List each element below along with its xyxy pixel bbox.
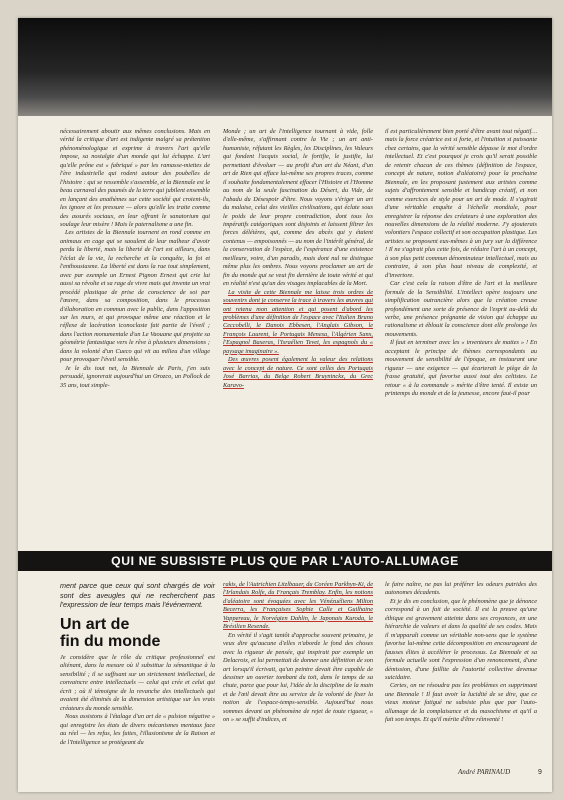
paragraph: Je considère que le rôle du critique professionnel est aliénant, dans la mesure où il substitue la sémantique à la sensibilité ; il se suffisant sur un strictement intellectuel, de convaincre entre intellectuels — celui qui crée et celui qui écrit ; où il témoigne de la revanche des intellectuels qui avaient été éliminés de la dimension artistique sur les vrais créateurs du monde sensible.	[60, 654, 215, 712]
paragraph-underlined: La visite de cette Biennale me laisse trois ordres de souvenirs dont je conserve la trace à travers les œuvres qui ont retenu mon attention et qui posent d'abord les problèmes d'une définition de l'espace avec l'Italien Bruno Ceccobelli, le Danois Ebbesen, l'Anglais Gibson, le François Laurent, le Portugais Menesa, l'Algérien Sanx, l'Espagnol Baxeras, l'Israélien Tevet, les espagnols du « paysage imaginaire ».	[223, 288, 373, 355]
bottom-column-3	[385, 581, 537, 765]
paragraph: nécessairement aboutir aux mêmes conclusions. Mais en vérité la critique d'art est indigente malgré sa prétention phénoménologique et exprime à travers l'art qu'elle impose, sa nostalgie d'un monde qui lui échappe. L'art qu'elle prône est « fabriqué » par les ramasse-miettes de l'ère industrielle qui rodent autour des poubelles de l'histoire : qui se ressemble s'assemble, et la Biennale est le beau carnaval des paumés de la terre qui jubilent ensemble en lançant des anathèmes sur cette société qui croient-ils, les ignore et les pressure — alors qu'elle les traite comme des assurés sociaux, en leur offrant le sanatorium qui soulage leur misère ! Mais le paternalisme a une fin.	[60, 128, 210, 228]
magazine-page	[18, 18, 552, 792]
top-column-1	[60, 128, 210, 548]
paragraph-underlined: Des œuvres posent également la valeur des relations avec le concept de nature. Ce sont celles des Portugais José Barrias, du Belge Robert Bruyninckx, du Grec Karavo-	[223, 356, 373, 389]
heading-line: fin du monde	[60, 633, 161, 650]
paragraph: il est particulièrement bien porté d'être avant tout négatif… mais la force créatrice est si forte, et l'intuition si puissante chez certains, que la vérité sensible dépasse le mot d'ordre intellectuel. Et c'est pourquoi je crois qu'il serait possible de retenir chacun de ces thèmes (définition de l'espace, concept de nature, notion d'aléatoire) pour la prochaine Biennale, en les proposant justement aux artistes comme sujets d'affrontement sensible et handicap créatif, et non comme exercices de style pour un art de mode. Il s'agirait d'une véritable enquête à l'échelle mondiale, pour enregistrer la réponse des créateurs à une exploration des nouvelles dimensions de la réalité moderne. J'y ajouterais volontiers l'espace collectif et son occupation plastique. Les artistes se proposent eux-mêmes à un jury sur la différence ! Il ne s'agirait plus cette fois, de réduire l'art à un concept, à son plus petit commun dénominateur intellectuel, mais au contraire, à son plus haut niveau de complexité, et d'invertore.	[385, 128, 537, 279]
bottom-column-2	[223, 581, 373, 771]
paragraph: Car c'est cela la raison d'être de l'art et la meilleure formule de la Sensibilité. L'intellect opère toujours une simplification outrancière alors que la création creuse profondément une sorte de présence de l'esprit au-delà du verbe, une présence prégnante de vision qui échappe au rationalisme et éblouit la conscience dont elle prolonge les mouvements.	[385, 280, 537, 338]
paragraph: En vérité il s'agit tantôt d'approche souvent primaire, je veux dire qu'aucune d'elles n'aborde le fond des choses avec la rigueur de pensée, qui inspirait par exemple un Delacroix, et lui permettait de donner une définition de son art lorsqu'il écrivait, qu'un peintre devait être capable de dessiner un ouvrier tombant du toit, dans le temps de sa chute, parce que pour lui, l'idée de la discipline de la main et de l'œil devait être au service de la volonté de fixer la notion de l'espace-temps-sensible. Aujourd'hui nous sommes devant un phénomène de rejet de toute rigueur, « on » se suffit d'indices, et	[223, 631, 373, 724]
paragraph: Certes, on ne résoudra pas les problèmes en supprimant une Biennale ! Il faut avoir la lucidité de se dire, que ce vieux moteur fatigué ne subsiste plus que par l'auto-allumage de la complaisance et du masochisme et qu'il a fait son temps. Et qu'il mérite d'être réinventé !	[385, 682, 537, 724]
author-signature: André PARINAUD	[458, 768, 511, 776]
paragraph: Il faut en terminer avec les « inventeurs de mattes » ! En acceptant le principe de thèmes correspondants au mouvement de sensibilité de l'époque, en instaurant une rigueur — une exigence — qui écarterait le piège de la frasse gratuité, qui favorise aussi tout des celtistes. Le retour « à la commande » mérite d'être tenté. Il existe un printemps du monde et de la jeunesse, encore faut-il pour	[385, 339, 537, 398]
page-number: 9	[538, 769, 542, 776]
section-heading	[60, 616, 220, 650]
photo-band	[18, 18, 552, 116]
paragraph-underlined: rakis, de l'Autrichien Litzlbauer, du Coréen Parkhyn-Ki, de l'Irlandais Rolfe, du Français Tremblay. Enfin, les notions d'aléatoire sont évoquées avec les Vénézuéliens Milton Becerra, les Françaises Sophie Calle et Guilhaine Vappereau, le Norvégien Dahlin, le Japonais Kuroda, le Brésilien Resende.	[223, 581, 373, 631]
paragraph: Je le dis tout net, la Biennale de Paris, j'en suis persuadé, ignorerait aujourd'hui un Orozco, un Pollock de 35 ans, tout simple-	[60, 364, 210, 389]
paragraph: Et je dis en conclusion, que le phénomène que je dénonce correspond à un fait de société. Il est la preuve qu'une éthique est gravement atteinte dans ses croyances, en une hiérarchie de valeurs et dans la qualité de ses codes. Mais il m'apparaît comme un véritable non-sens que le système favorise lui-même cette décomposition en encourageant de fausses élites à accélérer le processus. La Biennale et sa formule actuelle sont l'expression d'un renoncement, d'une démission, d'une faillite de l'autorité collective devenue suicidaire.	[385, 597, 537, 681]
intro-paragraph: ment parce que ceux qui sont chargés de voir sont des aveugles qui ne recherchent pas l'expression de leur temps mais l'événement.	[60, 581, 215, 610]
bottom-column-1	[60, 654, 215, 772]
paragraph: Les artistes de la Biennale tournent en rond comme en animaux en cage qui se saoulent de leur malheur d'avoir perdu la liberté, mais la liberté de l'art est ailleurs, dans l'éclat de la vie, la recherche et la conquête, la foi et l'enthousiasme. La liberté est dans la rue tout simplement, avec par exemple un Ernest Pignon Ernest qui crie lui aussi sa révolte et sa rage de vivre mais qui invente un vrai procédé plastique de prise de conscience de soi par l'œuvre, dans sa composition, dans le processus d'élaboration en commun avec le public, dans l'apposition sur les murs, et qui provoque même une réaction et le réflexe de lacération iconoclaste fait partie de l'éveil ; dans l'action monumentale d'un Le Vaouane qui projette sa géométrie fantastique vers le rêve à plusieurs dimensions ; dans la volonté d'un Cueco qui vit au milieu d'un village pour provoquer l'éveil sensible.	[60, 229, 210, 364]
section-banner: QUI NE SUBSISTE PLUS QUE PAR L'AUTO-ALLUMAGE	[18, 551, 552, 571]
top-column-3	[385, 128, 537, 548]
heading-line: Un art de	[60, 616, 130, 633]
paragraph: Monde ; un art de l'intelligence tournant à vide, folle d'elle-même, s'affirmant contre la Vie ; un art anti-humaniste, réfutant les Règles, les Disciplines, les Valeurs qui fondent l'acquis social, le fortifie, le justifie, lui permettant d'évoluer — au profit d'un art du Néant, d'un art de Rien qui efface lui-même ses propres traces, comme il souhaite fondamentalement effacer l'Histoire et l'Homme au nom de la seule fascination du Désert, du Vide, de l'abadu du Désespoir d'être. Nous voyons s'ériger un art du malaise, celui des vieilles civilisations, qui éclate sous le poids de leur propre contradiction, dont tous les impératifs catégoriques sont disjoints et laissent filtrer les forces délétères, qui, comme des abcès qui y étaient contenus — empoisonnés — au nom de l'intérêt général, de la conservation de l'espèce, de l'espérance d'une existence meilleure, voire, d'un paradis, mais dont nul ne distingue même plus les ombres. Nous voyons proclamer un art de fin du monde qui se veut fin dernière de toute vérité et qui en réalité n'est qu'un des visages implacables de la Mort.	[223, 128, 373, 288]
paragraph: le faire naître, ne pas lui préférer les odeurs putrides des autonomes décadents.	[385, 581, 537, 597]
paragraph: Nous assistons à l'étalage d'un art de « pulsion négative » qui enregistre les états de divers mécanismes mentaux face au réel — les refus, les fuites, l'illusionisme de la Raison et de l'Intelligence se protégeant du	[60, 713, 215, 746]
top-column-2	[223, 128, 373, 548]
